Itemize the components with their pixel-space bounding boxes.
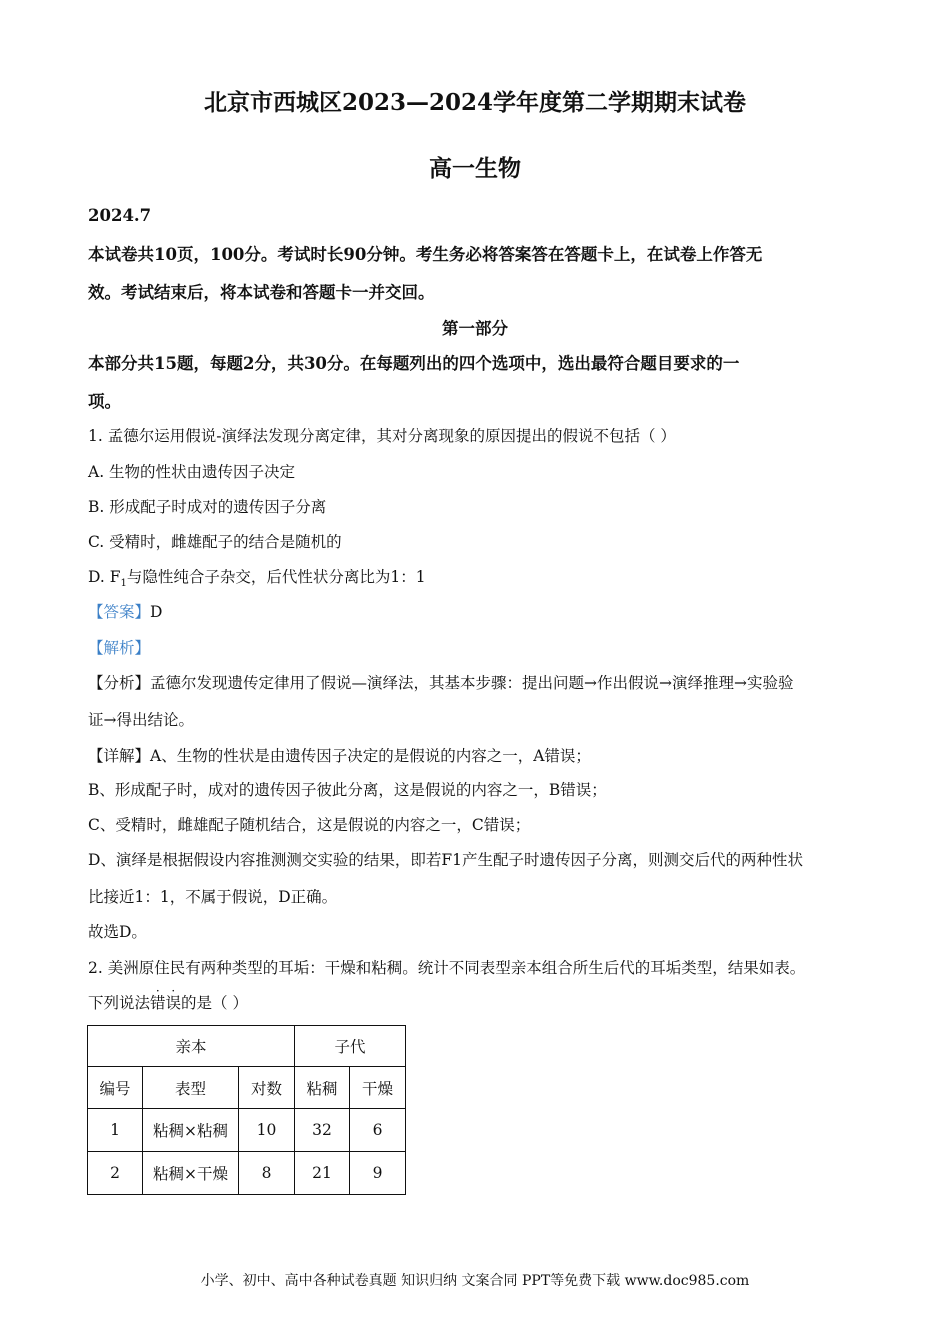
- instructions-line-2: 效。考试结束后，将本试卷和答题卡一并交回。: [88, 283, 435, 302]
- analysis-label: 【解析】: [88, 639, 151, 657]
- table-cell: 粘稠×干燥: [143, 1152, 239, 1195]
- exam-title: 北京市西城区2023—2024学年度第二学期期末试卷: [203, 89, 747, 116]
- q1-option-b: B. 形成配子时成对的遗传因子分离: [88, 498, 327, 516]
- answer-value: D: [150, 603, 163, 621]
- q2-stem-pre: 下列说法: [88, 994, 151, 1012]
- q1-detail-d-line-1: D、演绎是根据假设内容推测测交实验的结果，即若F1产生配子时遗传因子分离，则测交后代的两种性状: [88, 851, 804, 869]
- table-header-row: [88, 1067, 406, 1109]
- table-group-offspring: 子代: [295, 1026, 406, 1067]
- exam-date: 2024.7: [88, 206, 152, 225]
- table-cell: 1: [88, 1109, 143, 1152]
- emphasis-char: · 误: [165, 984, 182, 1012]
- part-description-line-1: 本部分共15题，每题2分，共30分。在每题列出的四个选项中，选出最符合题目要求的一: [88, 354, 740, 373]
- table-row: [88, 1152, 406, 1195]
- table-header-cell: 编号: [88, 1067, 143, 1109]
- q1-analysis-line-1: 【分析】孟德尔发现遗传定律用了假说—演绎法，其基本步骤：提出问题→作出假说→演绎推理→实验验: [88, 674, 794, 692]
- q1-stem: 1. 孟德尔运用假说-演绎法发现分离定律，其对分离现象的原因提出的假说不包括（ ）: [88, 427, 676, 445]
- q1-option-d: [88, 565, 426, 589]
- q1-option-a: A. 生物的性状由遗传因子决定: [88, 463, 296, 481]
- emphasis-dot-icon: ·: [155, 984, 160, 998]
- emphasis-dot-icon: ·: [171, 984, 176, 998]
- q1-detail-a: 【详解】A、生物的性状是由遗传因子决定的是假说的内容之一，A错误；: [88, 747, 591, 765]
- part-heading: 第一部分: [442, 319, 508, 338]
- table-header-cell: 干燥: [350, 1067, 406, 1109]
- table-row: [88, 1109, 406, 1152]
- q1-option-d-subscript: 1: [120, 578, 127, 590]
- part-description-line-2: 项。: [88, 392, 121, 411]
- table-cell: 粘稠×粘稠: [143, 1109, 239, 1152]
- answer-label: 【答案】: [88, 603, 151, 621]
- table-cell: 8: [239, 1152, 295, 1195]
- table-group-parent: 亲本: [88, 1026, 295, 1067]
- earwax-table: [87, 1025, 406, 1195]
- emphasis-char: · 错: [150, 984, 166, 1012]
- table-group-header-row: [88, 1026, 406, 1067]
- table-header-cell: 表型: [143, 1067, 239, 1109]
- q1-detail-c: C、受精时，雌雄配子随机结合，这是假说的内容之一，C错误；: [88, 816, 531, 834]
- q1-conclusion: 故选D。: [88, 923, 147, 941]
- q2-stem-line-2: [88, 984, 248, 1013]
- q2-stem-line-1: 2. 美洲原住民有两种类型的耳垢：干燥和粘稠。统计不同表型亲本组合所生后代的耳垢类型，结果如表。: [88, 959, 806, 977]
- table-header-cell: 粘稠: [295, 1067, 350, 1109]
- table-cell: 6: [350, 1109, 406, 1152]
- table-cell: 2: [88, 1152, 143, 1195]
- q1-option-d-prefix: D. F: [88, 568, 121, 586]
- table-cell: 10: [239, 1109, 295, 1152]
- q1-option-c: C. 受精时，雌雄配子的结合是随机的: [88, 533, 342, 551]
- table-cell: 21: [295, 1152, 350, 1195]
- table-header-cell: 对数: [239, 1067, 295, 1109]
- q1-detail-b: B、形成配子时，成对的遗传因子彼此分离，这是假说的内容之一，B错误；: [88, 781, 607, 799]
- q1-option-d-text: 与隐性纯合子杂交，后代性状分离比为1：1: [126, 568, 426, 586]
- instructions-line-1: 本试卷共10页，100分。考试时长90分钟。考生务必将答案答在答题卡上，在试卷上作答无: [88, 245, 763, 264]
- page-footer: 小学、初中、高中各种试卷真题 知识归纳 文案合同 PPT等免费下载 www.doc985.com: [200, 1273, 750, 1289]
- q1-answer: [88, 600, 162, 622]
- table-cell: 9: [350, 1152, 406, 1195]
- exam-subtitle: 高一生物: [429, 155, 521, 182]
- q1-detail-d-line-2: 比接近1：1，不属于假说，D正确。: [88, 888, 338, 906]
- q1-analysis-line-2: 证→得出结论。: [88, 711, 194, 729]
- table-cell: 32: [295, 1109, 350, 1152]
- q2-stem-post: 的是（ ）: [181, 994, 248, 1012]
